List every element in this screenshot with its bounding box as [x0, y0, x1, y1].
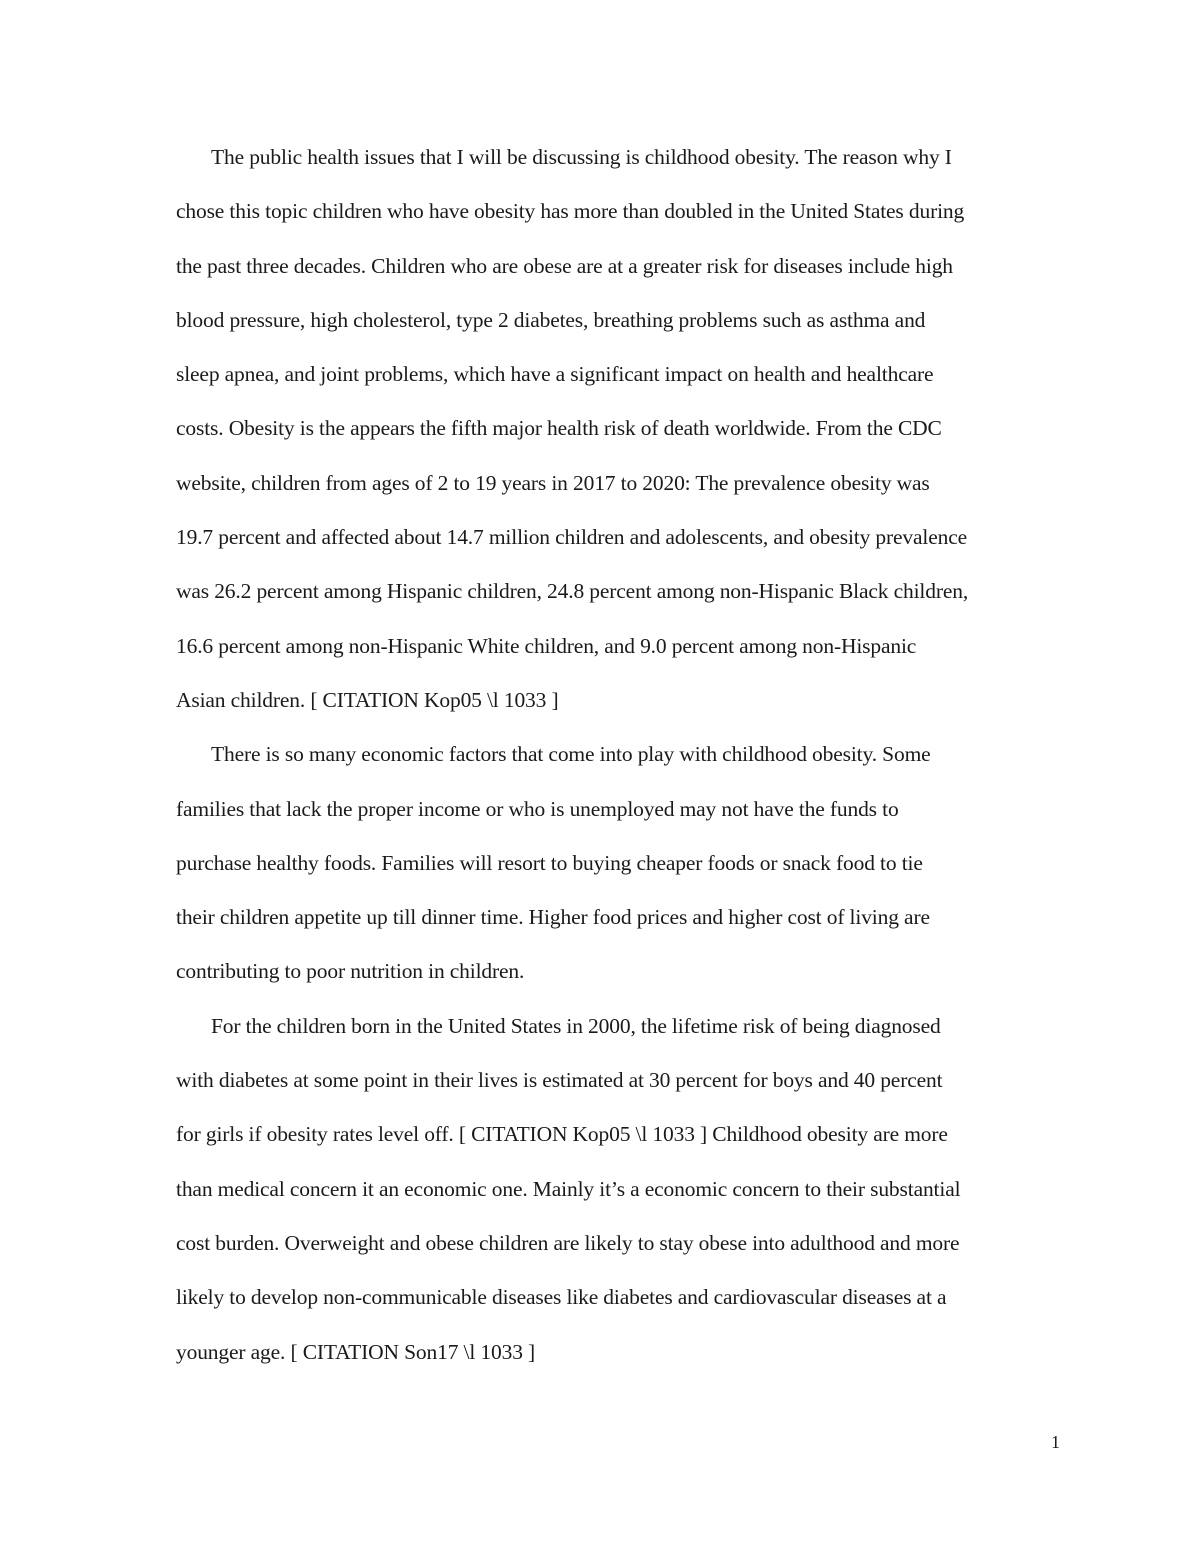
- text-line: 19.7 percent and affected about 14.7 million children and adolescents, and obesity prevalence: [176, 525, 968, 550]
- text-line: website, children from ages of 2 to 19 years in 2017 to 2020: The prevalence obesity was: [176, 470, 930, 495]
- document-body: [176, 130, 1066, 1379]
- text-line: purchase healthy foods. Families will resort to buying cheaper foods or snack food to tie: [176, 850, 923, 875]
- text-line: with diabetes at some point in their lives is estimated at 30 percent for boys and 40 percent: [176, 1068, 943, 1093]
- text-line: 16.6 percent among non-Hispanic White children, and 9.0 percent among non-Hispanic: [176, 633, 917, 658]
- paragraph-3: [176, 999, 1066, 1379]
- text-line: was 26.2 percent among Hispanic children, 24.8 percent among non-Hispanic Black children,: [176, 579, 969, 604]
- text-line: likely to develop non-communicable diseases like diabetes and cardiovascular diseases at a: [176, 1285, 947, 1310]
- text-line: cost burden. Overweight and obese children are likely to stay obese into adulthood and more: [176, 1230, 960, 1255]
- text-line: blood pressure, high cholesterol, type 2 diabetes, breathing problems such as asthma and: [176, 307, 926, 332]
- text-line: their children appetite up till dinner time. Higher food prices and higher cost of living are: [176, 905, 930, 930]
- text-line: Asian children. [ CITATION Kop05 \l 1033 ]: [176, 687, 559, 712]
- paragraph-2: [176, 727, 1066, 998]
- text-line: The public health issues that I will be discussing is childhood obesity. The reason why I: [211, 145, 952, 169]
- text-line: chose this topic children who have obesity has more than doubled in the United States during: [176, 199, 965, 224]
- text-line: younger age. [ CITATION Son17 \l 1033 ]: [176, 1339, 536, 1364]
- text-line: For the children born in the United States in 2000, the lifetime risk of being diagnosed: [211, 1013, 941, 1038]
- text-line: contributing to poor nutrition in children.: [176, 959, 525, 984]
- text-line: families that lack the proper income or who is unemployed may not have the funds to: [176, 796, 899, 821]
- paragraph-1: [176, 130, 1066, 727]
- text-line: There is so many economic factors that come into play with childhood obesity. Some: [211, 742, 931, 767]
- text-line: the past three decades. Children who are obese are at a greater risk for diseases include high: [176, 253, 953, 278]
- text-line: sleep apnea, and joint problems, which have a significant impact on health and healthcare: [176, 362, 934, 387]
- text-line: for girls if obesity rates level off. [ CITATION Kop05 \l 1033 ] Childhood obesity are more: [176, 1122, 948, 1147]
- text-line: than medical concern it an economic one. Mainly it’s a economic concern to their substantial: [176, 1176, 961, 1201]
- page-number: 1: [1051, 1432, 1060, 1452]
- text-line: costs. Obesity is the appears the fifth major health risk of death worldwide. From the CDC: [176, 416, 942, 441]
